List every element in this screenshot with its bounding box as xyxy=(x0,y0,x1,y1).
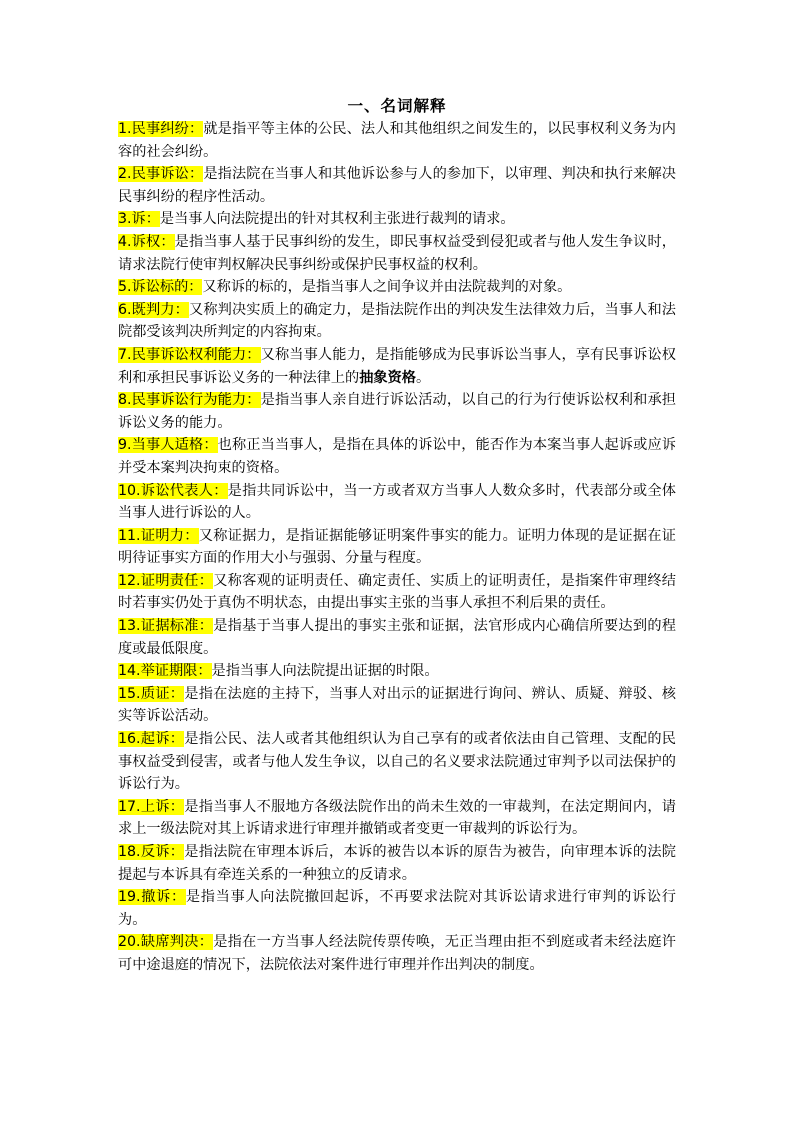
term-definition-tail: 。 xyxy=(415,369,431,386)
term-definition: 是指共同诉讼中，当一方或者双方当事人人数众多时，代表部分或全体当事人进行诉讼的人。 xyxy=(118,482,676,522)
term-definition: 是指法院在当事人和其他诉讼参与人的参加下，以审理、判决和执行来解决民事纠纷的程序性活动。 xyxy=(118,166,676,205)
term-definition: 是指当事人亲自进行诉讼活动，以自己的行为行使诉讼权利和承担诉讼义务的能力。 xyxy=(118,392,676,431)
definition-entry xyxy=(118,163,676,208)
definition-entry xyxy=(118,841,676,886)
term-label: 19.撤诉： xyxy=(118,889,186,906)
definition-entry xyxy=(118,276,676,299)
term-definition: 是指当事人向法院提出证据的时限。 xyxy=(211,663,439,680)
term-label: 3.诉： xyxy=(118,211,160,228)
term-label: 11.证明力： xyxy=(118,527,199,544)
definition-entry xyxy=(118,660,676,683)
term-definition: 是指法院在审理本诉后，本诉的被告以本诉的原告为被告，向审理本诉的法院提起与本诉具有牵连关系的一种独立的反请求。 xyxy=(118,844,676,883)
term-label: 20.缺席判决： xyxy=(118,934,214,951)
term-label: 17.上诉： xyxy=(118,798,185,815)
term-label: 10.诉讼代表人： xyxy=(118,482,228,499)
term-label: 2.民事诉讼： xyxy=(118,166,204,183)
term-definition: 是指当事人不服地方各级法院作出的尚未生效的一审裁判，在法定期间内，请求上一级法院对其上诉请求进行审理并撤销或者变更一审裁判的诉讼行为。 xyxy=(118,798,676,838)
term-label: 13.证据标准： xyxy=(118,618,214,635)
term-definition: 又称客观的证明责任、确定责任、实质上的证明责任，是指案件审理终结时若事实仍处于真伪不明状态，由提出事实主张的当事人承担不利后果的责任。 xyxy=(118,572,676,612)
term-label: 15.质证： xyxy=(118,685,185,702)
definition-entry xyxy=(118,344,676,389)
definition-entry xyxy=(118,208,676,231)
definition-entry xyxy=(118,728,676,796)
term-label: 12.证明责任： xyxy=(118,572,214,589)
definition-entry xyxy=(118,389,676,434)
definition-entry xyxy=(118,434,676,479)
definition-entry xyxy=(118,231,676,276)
term-definition: 又称诉的标的，是指当事人之间争议并由法院裁判的对象。 xyxy=(202,279,572,296)
term-label: 8.民事诉讼行为能力： xyxy=(118,392,261,409)
term-label: 1.民事纠纷： xyxy=(118,121,204,137)
definition-entry xyxy=(118,796,676,841)
definition-entry xyxy=(118,615,676,660)
definition-entry xyxy=(118,886,676,931)
term-definition: 是当事人向法院提出的针对其权利主张进行裁判的请求。 xyxy=(159,211,515,228)
term-definition: 是指基于当事人提出的事实主张和证据，法官形成内心确信所要达到的程度或最低限度。 xyxy=(118,618,676,657)
definition-entry xyxy=(118,525,676,570)
definition-entry xyxy=(118,299,676,344)
term-label: 14.举证期限： xyxy=(118,663,212,680)
document-page xyxy=(118,94,676,977)
term-definition: 就是指平等主体的公民、法人和其他组织之间发生的，以民事权利义务为内容的社会纠纷。 xyxy=(118,121,676,160)
term-definition: 又称当事人能力，是指能够成为民事诉讼当事人，享有民事诉讼权利和承担民事诉讼义务的一种法律上的 xyxy=(118,346,676,386)
term-definition: 又称判决实质上的确定力，是指法院作出的判决发生法律效力后，当事人和法院都受该判决所判定的内容拘束。 xyxy=(118,301,676,341)
term-label: 16.起诉： xyxy=(118,731,185,748)
definition-entry xyxy=(118,570,676,615)
definition-entry xyxy=(118,480,676,525)
term-definition: 是指当事人向法院撤回起诉，不再要求法院对其诉讼请求进行审判的诉讼行为。 xyxy=(118,889,676,928)
term-definition: 是指公民、法人或者其他组织认为自己享有的或者依法由自己管理、支配的民事权益受到侵害，或者与他人发生争议，以自己的名义要求法院通过审判予以司法保护的诉讼行为。 xyxy=(118,731,676,793)
term-definition: 也称正当当事人，是指在具体的诉讼中，能否作为本案当事人起诉或应诉并受本案判决拘束的资格。 xyxy=(118,437,676,476)
term-label: 9.当事人适格： xyxy=(118,437,218,454)
term-label: 5.诉讼标的： xyxy=(118,279,203,296)
definition-entry xyxy=(118,118,676,163)
term-label: 18.反诉： xyxy=(118,844,185,860)
section-title: 一、名词解释 xyxy=(347,97,447,115)
term-definition: 是指当事人基于民事纠纷的发生，即民事权益受到侵犯或者与他人发生争议时，请求法院行使审判权解决民事纠纷或保护民事权益的权利。 xyxy=(118,233,676,273)
term-definition: 又称证据力，是指证据能够证明案件事实的能力。证明力体现的是证据在证明待证事实方面的作用大小与强弱、分量与程度。 xyxy=(118,527,676,567)
term-definition: 是指在一方当事人经法院传票传唤，无正当理由拒不到庭或者未经法庭许可中途退庭的情况下，法院依法对案件进行审理并作出判决的制度。 xyxy=(118,934,676,973)
term-label: 4.诉权： xyxy=(118,233,175,250)
term-label: 6.既判力： xyxy=(118,301,189,318)
definition-entry xyxy=(118,683,676,728)
term-label: 7.民事诉讼权利能力： xyxy=(118,346,261,363)
emphasis-text: 抽象资格 xyxy=(359,369,416,386)
definition-entry xyxy=(118,931,676,976)
term-definition: 是指在法庭的主持下，当事人对出示的证据进行询问、辨认、质疑、辩驳、核实等诉讼活动。 xyxy=(118,685,676,725)
